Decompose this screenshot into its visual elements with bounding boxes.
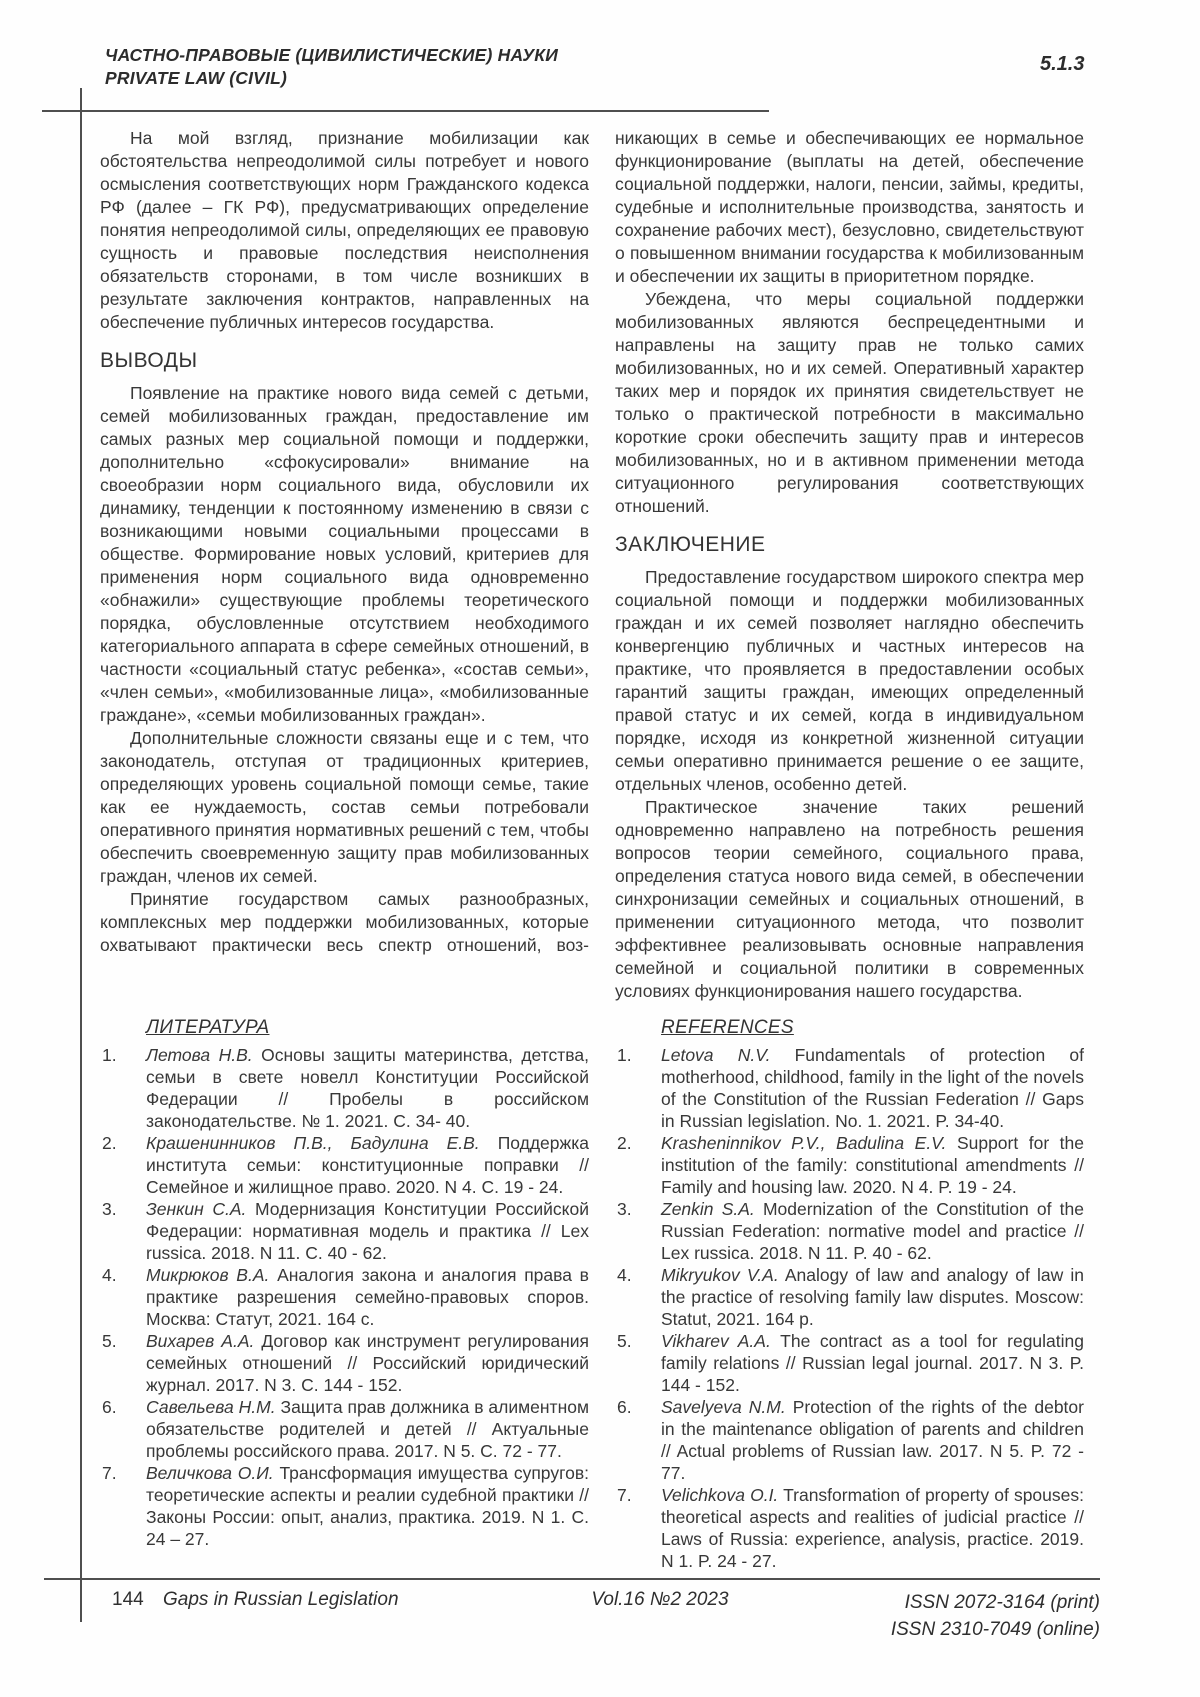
references-item <box>615 1330 1084 1396</box>
references-item-authors: Mikryukov V.A. <box>661 1265 779 1285</box>
conclusions-paragraph-2: Дополнительные сложности связаны еще и с тем, что законодатель, отступая от традиционных критериев, определяющих уровень социальной помощи семье, такие как ее нуждаемость, состав семьи потребовали оперативного принятия нормативных решений с тем, чтобы обеспечить своевременную защиту прав мобилизованных граждан, членов их семей. <box>100 728 589 886</box>
literature-item <box>100 1198 589 1264</box>
literature-item-number: 3. <box>102 1199 117 1219</box>
literature-item <box>100 1132 589 1198</box>
issn-online: ISSN 2310-7049 (online) <box>890 1619 1100 1640</box>
specialty-code: 5.1.3 <box>1040 53 1085 75</box>
literature-item-text: Модернизация Конституции Российской Федерации: нормативная модель и практика // Lex russica. 2018. N 11. С. 40 - 62. <box>146 1199 589 1263</box>
references-item-number: 2. <box>617 1133 632 1153</box>
references-item <box>615 1484 1084 1572</box>
literature-item <box>100 1044 589 1132</box>
references-item-authors: Velichkova O.I. <box>661 1485 779 1505</box>
right-column <box>615 127 1084 1019</box>
issn-block <box>891 1589 1100 1643</box>
literature-item-text: Трансформация имущества супругов: теоретические аспекты и реалии судебной практики // Законы России: опыт, анализ, практика. 2019. N 1. С. 24 – 27. <box>146 1463 589 1549</box>
literature-item-number: 1. <box>102 1045 117 1065</box>
bibliography <box>100 1016 1084 1574</box>
literature-column <box>100 1016 589 1574</box>
journal-title: Gaps in Russian Legislation <box>163 1589 399 1610</box>
references-heading: REFERENCES <box>661 1017 794 1038</box>
references-item <box>615 1198 1084 1264</box>
literature-item-text: Основы защиты материнства, детства, семьи в свете новелл Конституции Российской Федерации // Пробелы в российском законодательстве. № 1. 2021. С. 34- 40. <box>146 1045 589 1131</box>
page-number: 144 <box>112 1589 144 1610</box>
issn-print: ISSN 2072-3164 (print) <box>904 1592 1100 1613</box>
references-item-text: Transformation of property of spouses: theoretical aspects and realities of judicial practice // Laws of Russia: experience, analysis, practice. 2019. N 1. P. 24 - 27. <box>661 1485 1084 1571</box>
literature-item-number: 6. <box>102 1397 117 1417</box>
literature-item-number: 7. <box>102 1463 117 1483</box>
references-item-text: Support for the institution of the family: constitutional amendments // Family and housing law. 2020. N 4. P. 19 - 24. <box>661 1133 1084 1197</box>
header-rule <box>42 110 769 112</box>
left-margin-rule <box>80 88 82 1622</box>
conclusions-paragraph-3: Принятие государством самых разнообразных, комплексных мер поддержки мобилизованных, которые охватывают практически весь спектр отношений, воз- <box>100 889 589 955</box>
conclusions-heading: ВЫВОДЫ <box>100 349 198 372</box>
literature-item-authors: Летова Н.В. <box>146 1045 253 1065</box>
references-item <box>615 1264 1084 1330</box>
page-header <box>105 44 965 90</box>
references-item-text: Protection of the rights of the debtor in the maintenance obligation of parents and children // Actual problems of Russian law. 2017. N 5. P. 72 - 77. <box>661 1397 1084 1483</box>
literature-item <box>100 1462 589 1550</box>
literature-item-authors: Микрюков В.А. <box>146 1265 270 1285</box>
literature-item-text: Защита прав должника в алиментном обязательстве родителей и детей // Актуальные проблемы российского права. 2017. N 5. С. 72 - 77. <box>146 1397 590 1461</box>
literature-item-text: Договор как инструмент регулирования семейных отношений // Российский юридический журнал. 2017. N 3. С. 144 - 152. <box>146 1331 589 1395</box>
literature-item <box>100 1396 589 1462</box>
conclusion-paragraph-2: Практическое значение таких решений одновременно направлено на потребность решения вопросов теории семейного, социального права, определения статуса нового вида семей, в обеспечении синхронизации семейных и социальных отношений, в применении ситуационного метода, что позволит эффективнее реализовывать основные направления семейной и социальной политики в современных условиях функционирования нашего государства. <box>615 797 1084 1001</box>
references-item-text: Analogy of law and analogy of law in the practice of resolving family law disputes. Moscow: Statut, 2021. 164 p. <box>661 1265 1084 1329</box>
conclusions-paragraph-1: Появление на практике нового вида семей с детьми, семей мобилизованных граждан, предоставление им самых разных мер социальной помощи и поддержки, дополнительно «сфокусировали» внимание на своеобразии норм социального вида, обусловили их динамику, тенденции к постоянному изменению в связи с возникающими новыми социальными процессами в обществе. Формирование новых условий, критериев для применения норм социального вида одновременно «обнажили» существующие проблемы теоретического порядка, обусловленные отсутствием необходимого категориального аппарата в сфере семейных отношений, в частности «социальный статус ребенка», «состав семьи», «член семьи», «мобилизованные лица», «мобилизованные граждане», «семьи мобилизованных граждан». <box>100 383 589 725</box>
literature-item-number: 2. <box>102 1133 117 1153</box>
references-column <box>615 1016 1084 1574</box>
references-item-text: Modernization of the Constitution of the Russian Federation: normative model and practice // Lex russica. 2018. N 11. P. 40 - 62. <box>661 1199 1084 1263</box>
literature-item-text: Аналогия закона и аналогия права в практике разрешения семейно-правовых споров. Москва: Статут, 2021. 164 с. <box>146 1265 589 1329</box>
references-item-text: Fundamentals of protection of motherhood, childhood, family in the light of the novels of the Constitution of the Russian Federation // Gaps in Russian legislation. No. 1. 2021. P. 34-40. <box>661 1045 1084 1131</box>
references-item-text: The contract as a tool for regulating family relations // Russian legal journal. 2017. N 3. P. 144 - 152. <box>661 1331 1084 1395</box>
literature-item-number: 4. <box>102 1265 117 1285</box>
references-item-authors: Savelyeva N.M. <box>661 1397 786 1417</box>
section-title-ru: ЧАСТНО-ПРАВОВЫЕ (ЦИВИЛИСТИЧЕСКИЕ) НАУКИ <box>105 45 559 65</box>
references-item-number: 5. <box>617 1331 632 1351</box>
literature-item <box>100 1264 589 1330</box>
references-item-number: 1. <box>617 1045 632 1065</box>
literature-item-authors: Величкова О.И. <box>146 1463 274 1483</box>
references-item-authors: Letova N.V. <box>661 1045 771 1065</box>
intro-paragraph: На мой взгляд, признание мобилизации как обстоятельства непреодолимой силы потребует и нового осмысления соответствующих норм Гражданского кодекса РФ (далее – ГК РФ), предусматривающих определение понятия непреодолимой силы, определяющих ее правовую сущность и правовые последствия неисполнения обязательств сторонами, в том числе возникших в результате заключения контрактов, направленных на обеспечение публичных интересов государства. <box>100 128 589 332</box>
literature-item-authors: Крашенинников П.В., Бадулина Е.В. <box>146 1133 480 1153</box>
literature-item-text: Поддержка института семьи: конституционные поправки // Семейное и жилищное право. 2020. N 4. С. 19 - 24. <box>146 1133 589 1197</box>
references-item <box>615 1396 1084 1484</box>
section-title-en: PRIVATE LAW (CIVIL) <box>105 68 288 88</box>
literature-item <box>100 1330 589 1396</box>
literature-item-authors: Зенкин С.А. <box>146 1199 247 1219</box>
references-item-number: 3. <box>617 1199 632 1219</box>
literature-list <box>100 1044 589 1550</box>
references-item-authors: Vikharev A.A. <box>661 1331 771 1351</box>
references-list <box>615 1044 1084 1572</box>
conclusion-heading: ЗАКЛЮЧЕНИЕ <box>615 533 766 556</box>
references-item-number: 6. <box>617 1397 632 1417</box>
footer-rule <box>44 1578 1100 1580</box>
literature-heading: ЛИТЕРАТУРА <box>146 1017 270 1038</box>
references-item-authors: Zenkin S.A. <box>661 1199 755 1219</box>
literature-item-number: 5. <box>102 1331 117 1351</box>
left-column <box>100 127 589 1019</box>
continuation-paragraph: никающих в семье и обеспечивающих ее нормальное функционирование (выплаты на детей, обеспечение социальной поддержки, налоги, пенсии, займы, кредиты, судебные и исполнительные производства, занятость и сохранение рабочих мест), безусловно, свидетельствуют о повышенном внимании государства к мобилизованным и обеспечении их защиты в приоритетном порядке. <box>615 128 1084 286</box>
support-measures-paragraph: Убеждена, что меры социальной поддержки мобилизованных являются беспрецедентными и направлены на защиту прав не только самих мобилизованных, но и их семей. Оперативный характер таких мер и порядок их принятия свидетельствует не только о практической потребности в максимально короткие сроки обеспечить защиту прав и интересов мобилизованных, но и в активном применении метода ситуационного регулирования соответствующих отношений. <box>615 289 1084 516</box>
volume-issue: Vol.16 №2 2023 <box>591 1589 729 1610</box>
article-body <box>100 127 1084 1019</box>
references-item-number: 4. <box>617 1265 632 1285</box>
references-item-number: 7. <box>617 1485 632 1505</box>
literature-item-authors: Савельева Н.М. <box>146 1397 276 1417</box>
references-item <box>615 1044 1084 1132</box>
references-item-authors: Krasheninnikov P.V., Badulina E.V. <box>661 1133 947 1153</box>
conclusion-paragraph-1: Предоставление государством широкого спектра мер социальной помощи и поддержки мобилизованных граждан и их семей позволяет наглядно обеспечить конвергенцию публичных и частных интересов на практике, что проявляется в предоставлении особых гарантий защиты граждан, имеющих определенный правой статус и их семей, когда в индивидуальном порядке, исходя из конкретной жизненной ситуации семьи оперативно принимается решение о ее защите, отдельных членов, особенно детей. <box>615 567 1084 794</box>
references-item <box>615 1132 1084 1198</box>
literature-item-authors: Вихарев А.А. <box>146 1331 255 1351</box>
